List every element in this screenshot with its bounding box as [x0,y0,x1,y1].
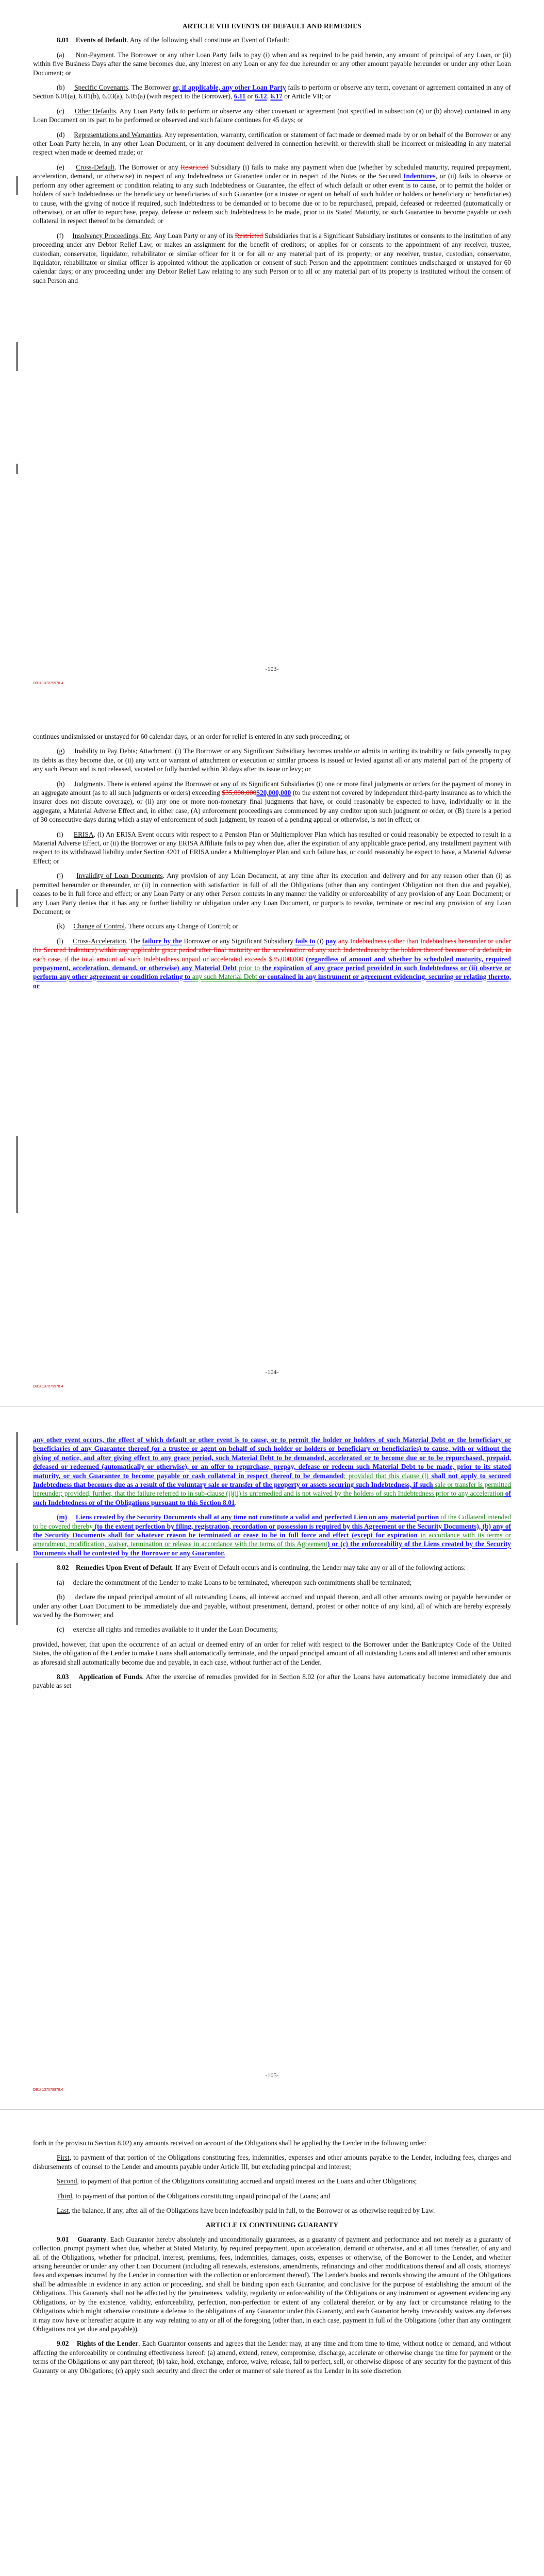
clause-insolvency: (f) Insolvency Proceedings, Etc. Any Loan Party or any of its Restricted Subsidiaries that is a Significant Subsidiary institutes or consents to the institution of any proceeding under any Debtor Relief Law, or makes an assignment for the benefit of creditors; or applies for or consents to the appointment of any receiver, trustee, custodian, conservator, liquidator, rehabilitator or similar officer for it or for all or any material part of its property; or any receiver, trustee, custodian, conservator, liquidator, rehabilitator or similar officer is appointed without the application or consent of such Person and the appointment continues undischarged or unstayed for 60 calendar days; or any proceeding under any Debtor Relief Law relating to any such Person or to all or any material part of its property is instituted without the consent of such Person and [33,231,511,284]
change-bar [17,889,18,907]
application-continued: forth in the proviso to Section 8.02) any amounts received on account of the Obligations shall be applied by the Lender in the following order: [33,2139,426,2147]
remedies-proviso: provided, however, that upon the occurrence of an actual or deemed entry of an order for relief with respect to the Borrower under the Bankruptcy Code of the United States, the obligation of the Lender to make Loans shall automatically terminate, and the unpaid principal amount of all outstanding Loans and all interest and other amounts as aforesaid shall automatically become due and payable, in each case, without further act of the Lender. [33,1640,511,1666]
application-third: Third, to payment of that portion of the Obligations constituting unpaid principal of the Loans; and [57,2192,331,2200]
document-id: DB1/ 137079978.4 [33,682,63,685]
remedy-a: (a) declare the commitment of the Lender to make Loans to be terminated, whereupon such commitments shall be terminated; [57,1578,412,1586]
page-106 [0,2110,544,2576]
application-second: Second, to payment of that portion of the Obligations constituting accrued and unpaid interest on the Loans and other Obligations; [57,2177,417,2185]
change-bar [17,464,18,474]
section-8-02: 8.02 Remedies Upon Event of Default. If any Event of Default occurs and is continuing, the Lender may take any or all of the following actions: [57,1564,466,1572]
page-105 [0,1406,544,2110]
clause-other-defaults: (c) Other Defaults. Any Loan Party fails to perform or observe any other covenant or agreement (not specified in subsection (a) or (b) above) contained in any Loan Document on its part to be performed or observed and such failure continues for 45 days; or [33,107,511,124]
clause-representations: (d) Representations and Warranties. Any representation, warranty, certification or statement of fact made or deemed made by or on behalf of the Borrower or any other Loan Party herein, in any other Loan Document, or in any document delivered in connection herewith or therewith shall be incorrect or misleading in any material respect when made or deemed made; or [33,130,511,157]
section-9-01: 9.01 Guaranty. Each Guarantor hereby absolutely and unconditionally guarantees, as a guaranty of payment and performance and not merely as a guaranty of collection, prompt payment when due, whether at Stated Maturity, by required prepayment, upon acceleration, demand or otherwise, and at all times thereafter, of any and all of the Obligations, whether for principal, interest, premiums, fees, indemnities, damages, costs, expenses or otherwise, of the Borrower to the Lender, and whether arising hereunder or under any other Loan Document (including all renewals, extensions, amendments, refinancings and other modifications thereof and all costs, attorneys' fees and expenses incurred by the Lender in connection with the collection or enforcement thereof). The Lender's books and records showing the amount of the Obligations shall be admissible in evidence in any action or proceeding, and shall be binding upon each Guarantor, and conclusive for the purpose of establishing the amount of the Obligations. This Guaranty shall not be affected by the genuineness, validity, regularity or enforceability of the Obligations or any instrument or agreement evidencing any Obligations, or by the existence, validity, enforceability, perfection, non-perfection or extent of any collateral therefor, or by any fact or circumstance relating to the Obligations which might otherwise constitute a defense to the obligations of any Guarantor under this Guaranty, and each Guarantor hereby irrevocably waives any defenses it may now have or hereafter acquire in any way relating to any or all of the foregoing (other than, in each case, payment in full of the Obligations (other than any contingent Obligations not yet due and payable)). [33,2235,511,2333]
article-title: ARTICLE VIII EVENTS OF DEFAULT AND REMEDIES [182,22,362,30]
clause-non-payment: (a) Non-Payment. The Borrower or any other Loan Party fails to pay (i) when and as required to be paid herein, any amount of principal of any Loan, or (ii) within five Business Days after the same becomes due, any interest on any Loan or any fee due hereunder or any other amount payable hereunder or under any other Loan Document; or [33,50,511,77]
change-bar [17,342,18,371]
application-last: Last, the balance, if any, after all of the Obligations have been indefeasibly paid in full, to the Borrower or as otherwise required by Law. [57,2207,435,2215]
remedy-b: (b) declare the unpaid principal amount of all outstanding Loans, all interest accrued and unpaid thereon, and all other amounts owing or payable hereunder or under any other Loan Document to be immediately due and payable, without presentment, demand, protest or other notice of any kind, all of which are hereby expressly waived by the Borrower; and [33,1593,511,1619]
remedy-c: (c) exercise all rights and remedies available to it under the Loan Documents; [57,1625,278,1634]
document-id: DB1/ 137079978.4 [33,2088,63,2092]
page-104 [0,703,544,1406]
page-number: -104- [265,1368,279,1376]
page-number: -105- [265,2072,279,2079]
clause-cross-default: (e) Cross-Default. The Borrower or any Restricted Subsidiary (i) fails to make any payment when due (whether by scheduled maturity, required prepayment, acceleration, demand, or otherwise) in respect of any Indebtedness or Guarantee under or in respect of the Notes or the Secured Indentures, or (ii) fails to observe or perform any other agreement or condition relating to any such Indebtedness or Guarantee, the effect of which default or other event is to cause, or to permit the holder or holders of such Indebtedness or the beneficiary or beneficiaries of such Guarantee (or a trustee or agent on behalf of such holder or holders or beneficiary or beneficiaries) to cause, with the giving of notice if required, such Indebtedness to be demanded or to become due or to be repurchased, prepaid, defeased or redeemed (automatically or otherwise), or an offer to repurchase, prepay, defease or redeem such Indebtedness to be made, prior to its Stated Maturity, or such Guarantee to become payable or cash collateral in respect thereof to be demanded; or [33,163,512,225]
clause-judgments: (h) Judgments. There is entered against the Borrower or any of its Significant Subsidiaries (i) one or more final judgments or orders for the payment of money in an aggregate amount (as to all such judgments or orders) exceeding $35,000,000$20,000,000 (to the extent not covered by independent third-party insurance as to which the insurer does not dispute coverage), or (ii) any one or more non-monetary final judgments that have, or could reasonably be expected to have, individually or in the aggregate, a Material Adverse Effect and, in either case, (A) enforcement proceedings are commenced by any creditor upon such judgment or order, or (B) there is a period of 30 consecutive days during which a stay of enforcement of such judgment, by reason of a pending appeal or otherwise, is not in effect; or [33,779,512,824]
insolvency-continued: continues undismissed or unstayed for 60 calendar days, or an order for relief is entered in any such proceeding; or [33,733,351,740]
page-number: -103- [265,665,279,672]
article-title: ARTICLE IX CONTINUING GUARANTY [205,2221,339,2229]
document-id: DB1/ 137079978.4 [33,1385,63,1388]
clause-erisa: (i) ERISA. (i) An ERISA Event occurs with respect to a Pension Plan or Multiemployer Plan which has resulted or could reasonably be expected to result in a Material Adverse Effect, or (ii) the Borrower or any ERISA Affiliate fails to pay when due, after the expiration of any applicable grace period, any installment payment with respect to its withdrawal liability under Section 4201 of ERISA under a Multiemployer Plan and such failure has, or could reasonably be expect to have, a Material Adverse Effect; or [33,830,511,865]
change-bar [17,1563,18,1625]
section-9-02: 9.02 Rights of the Lender. Each Guarantor consents and agrees that the Lender may, at any time and from time to time, without notice or demand, and without affecting the enforceability or continuing effectiveness hereof: (a) amend, extend, renew, compromise, discharge, accelerate or otherwise change the time for payment or the terms of the Obligations or any part thereof; (b) take, hold, exchange, enforce, waive, release, fail to perfect, sell, or otherwise dispose of any security for the payment of this Guaranty or any Obligations; (c) apply such security and direct the order or manner of sale thereof as the Lender in its sole discretion [33,2340,511,2375]
change-bar [17,1136,18,1213]
cross-acceleration-continued: any other event occurs, the effect of which default or other event is to cause, or to permit the holder or holders of such Material Debt or the beneficiary or beneficiaries of any Guarantee thereof (or a trustee or agent on behalf of such holder or holders or beneficiary or beneficiaries) to cause, with or without the giving of notice, and after giving effect to any grace period, such Material Debt to be demanded, accelerated or to become due or to be repurchased, prepaid, defeased or redeemed (automatically or otherwise), or an offer to repurchase, prepay, defease or redeem such Material Debt to be made, prior to its stated maturity, or such Guarantee to become payable or cash collateral in respect thereof to be demanded; provided that this clause (l) shall not apply to secured Indebtedness that becomes due as a result of the voluntary sale or transfer of the property or assets securing such Indebtedness, if such sale or transfer is permitted hereunder; provided, further, that the failure referred to in sub-clause (i)(ii) is unremedied and is not waived by the holders of such Indebtedness prior to any acceleration of such Indebtedness or of the Obligations pursuant to this Section 8.01. [33,1436,511,1506]
change-bar [17,176,18,195]
clause-change-of-control: (k) Change of Control. There occurs any Change of Control; or [57,922,238,930]
clause-security-documents: (m) Liens created by the Security Documents shall at any time not constitute a valid and perfected Lien on any material portion of the Collateral intended to be covered thereby (to the extent perfection by filing, registration, recordation or possession is required by this Agreement or the Security Documents), (b) any of the Security Documents shall for whatever reason be terminated or cease to be in full force and effect (except for expiration in accordance with its terms or amendment, modification, waiver, termination or release in accordance with the terms of this Agreement) or (c) the enforceability of the Liens created by the Security Documents shall be contested by the Borrower or any Guarantor. [33,1513,512,1557]
application-first: First, to payment of that portion of the Obligations constituting fees, indemnities, expenses and other amounts payable to the Lender, including fees, charges and disbursements of counsel to the Lender and amounts payable under Article III, but excluding principal and interest; [33,2154,511,2171]
clause-inability-to-pay: (g) Inability to Pay Debts; Attachment. (i) The Borrower or any Significant Subsidiary becomes unable or admits in writing its inability or fails generally to pay its debts as they become due, or (ii) any writ or warrant of attachment or execution or similar process is issued or levied against all or any material part of the property of any such Person and is not released, vacated or fully bonded within 30 days after its issue or levy; or [33,747,511,773]
section-8-01: 8.01 Events of Default. Any of the following shall constitute an Event of Default: [57,36,289,44]
clause-cross-acceleration: (l) Cross-Acceleration. The failure by the Borrower or any Significant Subsidiary fails to (i) pay any Indebtedness (other than Indebtedness hereunder or under the Secured Indenture) within any applicable grace period after final maturity or the acceleration of any such Indebtedness by the holders thereof because of a default, in each case, if the total amount of such Indebtedness unpaid or accelerated exceeds $35,000,000 (regardless of amount and whether by scheduled maturity, required prepayment, acceleration, demand, or otherwise) any Material Debt prior to the expiration of any grace period provided in such Indebtedness or (ii) observe or perform any other agreement or condition relating to any such Material Debt or contained in any instrument or agreement evidencing, securing or relating thereto, or [33,937,512,990]
page-103 [0,0,544,703]
change-bar [17,1432,18,1551]
clause-invalidity: (j) Invalidity of Loan Documents. Any provision of any Loan Document, at any time after its execution and delivery and for any reason other than (i) as permitted hereunder or thereunder, or (ii) in connection with satisfaction in full of all the Obligations (other than any contingent Obligation not then due and payable), ceases to be in full force and effect; or any Loan Party or any other Person contests in any manner the validity or enforceability of any provision of any Loan Document; or any Loan Party denies that it has any or further liability or obligation under any Loan Document, or purports to revoke, terminate or rescind any provision of any Loan Document; or [33,872,511,916]
clause-specific-covenants: (b) Specific Covenants. The Borrower or, if applicable, any other Loan Party fails to perform or observe any term, covenant or agreement contained in any of Section 6.01(a), 6.01(b), 6.03(a), 6.05(a) (with respect to the Borrower), 6.11 or 6.12, 6.17 or Article VII; or [33,83,511,100]
section-8-03: 8.03 Application of Funds. After the exercise of remedies provided for in Section 8.02 (or after the Loans have automatically become immediately due and payable as set [33,1672,511,1690]
